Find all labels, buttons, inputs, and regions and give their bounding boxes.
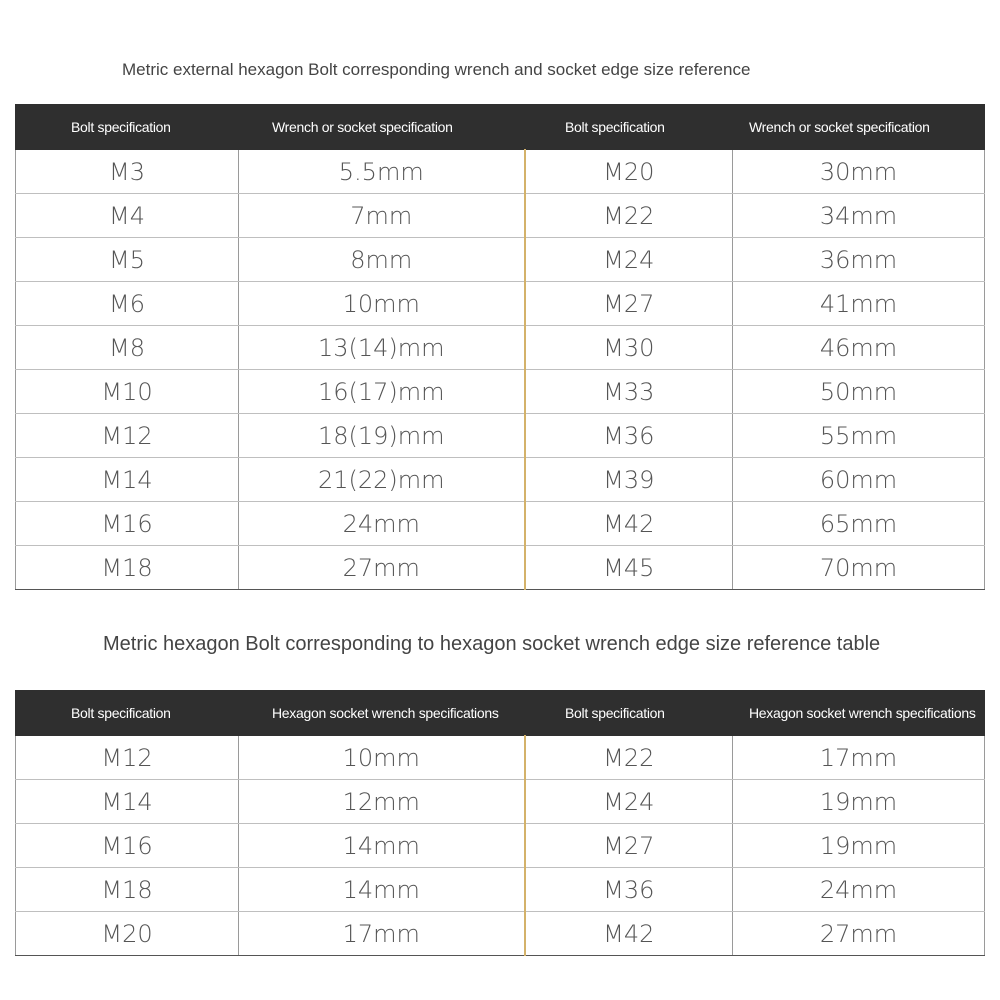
table1-title: Metric external hexagon Bolt corresponding wrench and socket edge size reference — [122, 60, 751, 79]
table-cell: 24mm — [239, 502, 525, 546]
table-cell: 24mm — [733, 868, 985, 912]
table-cell: 8mm — [239, 238, 525, 282]
table-cell: M16 — [16, 824, 239, 868]
table-row — [16, 780, 985, 824]
table-row — [16, 546, 985, 590]
table-cell: 5.5mm — [239, 150, 525, 194]
table-cell: M27 — [525, 824, 733, 868]
table-cell: 70mm — [733, 546, 985, 590]
table-cell: 17mm — [239, 912, 525, 956]
table-cell: M45 — [525, 546, 733, 590]
table-cell: M3 — [16, 150, 239, 194]
table-row — [16, 150, 985, 194]
table-cell: M8 — [16, 326, 239, 370]
table-cell: 14mm — [239, 868, 525, 912]
hex-socket-bolt-table — [15, 690, 985, 956]
table-cell: 13(14)mm — [239, 326, 525, 370]
column-header: Hexagon socket wrench specifications — [733, 691, 985, 736]
table-cell: M6 — [16, 282, 239, 326]
table-row — [16, 824, 985, 868]
table-cell: 55mm — [733, 414, 985, 458]
table-cell: 17mm — [733, 736, 985, 780]
table-cell: 12mm — [239, 780, 525, 824]
table-header-row — [16, 691, 985, 736]
table-cell: 21(22)mm — [239, 458, 525, 502]
table-cell: M36 — [525, 868, 733, 912]
table-row — [16, 868, 985, 912]
table-cell: 10mm — [239, 736, 525, 780]
table-cell: M14 — [16, 458, 239, 502]
table-cell: M18 — [16, 868, 239, 912]
table-cell: M20 — [525, 150, 733, 194]
table-cell: 36mm — [733, 238, 985, 282]
table-cell: M12 — [16, 736, 239, 780]
table-cell: M24 — [525, 238, 733, 282]
table-cell: 46mm — [733, 326, 985, 370]
table-cell: 41mm — [733, 282, 985, 326]
table-header-row — [16, 105, 985, 150]
column-header: Wrench or socket specification — [733, 105, 985, 150]
table-cell: M18 — [16, 546, 239, 590]
column-header: Hexagon socket wrench specifications — [239, 691, 525, 736]
table-cell: 65mm — [733, 502, 985, 546]
table-cell: 14mm — [239, 824, 525, 868]
table-cell: 60mm — [733, 458, 985, 502]
column-header: Bolt specification — [16, 691, 239, 736]
table-row — [16, 458, 985, 502]
table-cell: 7mm — [239, 194, 525, 238]
table-cell: 50mm — [733, 370, 985, 414]
table-cell: M39 — [525, 458, 733, 502]
table-cell: M24 — [525, 780, 733, 824]
table-row — [16, 414, 985, 458]
table-cell: 34mm — [733, 194, 985, 238]
table-cell: M33 — [525, 370, 733, 414]
table-row — [16, 912, 985, 956]
table-cell: 16(17)mm — [239, 370, 525, 414]
column-header: Bolt specification — [16, 105, 239, 150]
table-cell: M22 — [525, 736, 733, 780]
table-row — [16, 502, 985, 546]
table-cell: 19mm — [733, 824, 985, 868]
table-cell: M20 — [16, 912, 239, 956]
table2-title: Metric hexagon Bolt corresponding to hexagon socket wrench edge size reference table — [103, 633, 881, 655]
table-cell: 10mm — [239, 282, 525, 326]
table-cell: M22 — [525, 194, 733, 238]
table-cell: M10 — [16, 370, 239, 414]
external-hex-bolt-table — [15, 104, 985, 590]
table-cell: M30 — [525, 326, 733, 370]
table-cell: 30mm — [733, 150, 985, 194]
table-cell: 27mm — [733, 912, 985, 956]
table-cell: M12 — [16, 414, 239, 458]
table-cell: 19mm — [733, 780, 985, 824]
table-row — [16, 370, 985, 414]
table-cell: M16 — [16, 502, 239, 546]
column-header: Wrench or socket specification — [239, 105, 525, 150]
table-cell: M14 — [16, 780, 239, 824]
table-row — [16, 326, 985, 370]
table-cell: M36 — [525, 414, 733, 458]
table-cell: M5 — [16, 238, 239, 282]
table-cell: M4 — [16, 194, 239, 238]
table-row — [16, 194, 985, 238]
table-row — [16, 282, 985, 326]
table-row — [16, 238, 985, 282]
table-cell: M27 — [525, 282, 733, 326]
table-cell: 27mm — [239, 546, 525, 590]
table-cell: 18(19)mm — [239, 414, 525, 458]
table-cell: M42 — [525, 912, 733, 956]
column-header: Bolt specification — [525, 105, 733, 150]
column-header: Bolt specification — [525, 691, 733, 736]
table-row — [16, 736, 985, 780]
table-cell: M42 — [525, 502, 733, 546]
